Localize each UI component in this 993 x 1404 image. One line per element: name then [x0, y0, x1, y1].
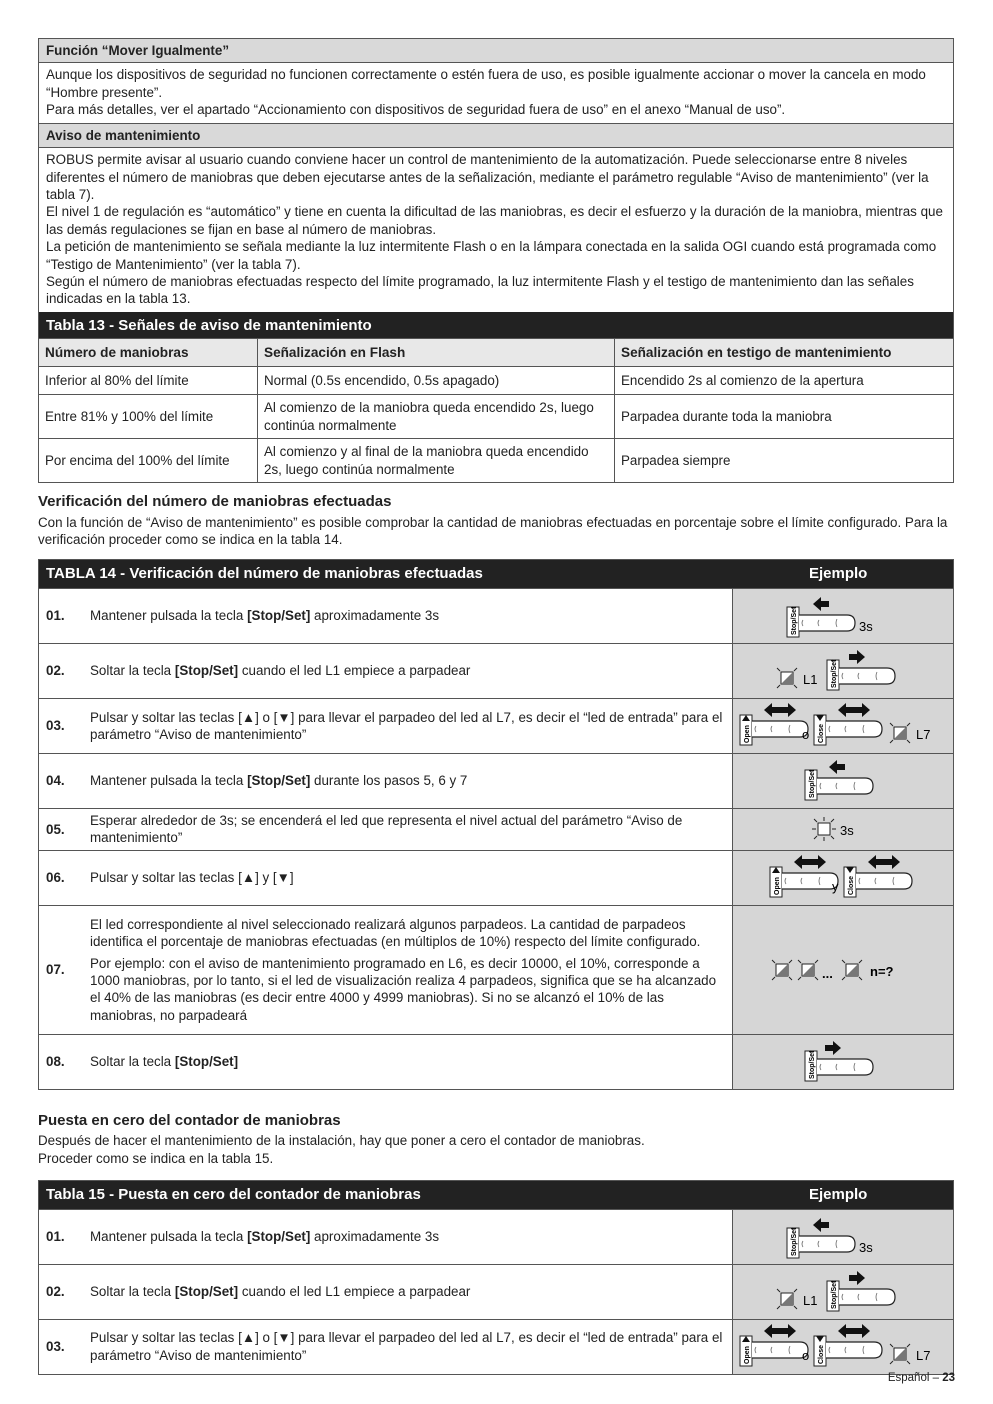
- table-row: [39, 1209, 953, 1264]
- table14: [38, 559, 954, 1090]
- step-text: cuando el led L1 empiece a parpadear: [238, 663, 471, 679]
- step-text: Mantener pulsada la tecla: [90, 773, 248, 789]
- step-text: El led correspondiente al nivel seleccionado realizará algunos parpadeos. La cantidad de parpadeos identifica el porcentaje de maniobras efectuadas (en múltiplos de 10%) respecto del límite configurado.: [90, 916, 701, 950]
- step-number: 03.: [46, 1339, 65, 1355]
- svg-text:3s: 3s: [859, 1239, 873, 1255]
- table-cell: Inferior al 80% del límite: [39, 367, 258, 395]
- table13-title: Tabla 13 - Señales de aviso de mantenimiento: [39, 312, 953, 340]
- step-text: Por ejemplo: con el aviso de mantenimiento programado en L6, es decir 10000, el 10%, corresponde a 1000 maniobras, por lo tanto, si el led de visualización realiza 4 parpadeos, significa que se ha alcanzado el 40% de las maniobras (es decir entre 4000 y 4999 maniobras). Si no se alcanzó el 10% de las maniobras, no parpadeará: [90, 955, 717, 1023]
- table-row: [39, 808, 953, 850]
- led-on-icon: [808, 811, 878, 847]
- table-cell: Parpadea durante toda la maniobra: [615, 395, 954, 439]
- function-box-title: Función “Mover Igualmente”: [39, 39, 953, 63]
- page-footer: [888, 1371, 955, 1386]
- key-label: [Stop/Set]: [174, 663, 239, 679]
- table-row: [39, 1319, 953, 1374]
- svg-text:Stop/Set: Stop/Set: [791, 1227, 798, 1256]
- table14-title: TABLA 14 - Verificación del número de maniobras efectuadas: [46, 565, 483, 583]
- table-row: [39, 395, 954, 439]
- step-text: Soltar la tecla: [90, 1054, 175, 1070]
- step-number: 07.: [46, 962, 65, 978]
- table14-example-header: Ejemplo: [809, 565, 868, 583]
- table-cell: Por encima del 100% del límite: [39, 439, 258, 483]
- table-row: [39, 850, 953, 905]
- maintenance-paragraph-1: ROBUS permite avisar al usuario cuando conviene hacer un control de mantenimiento de la automatización. Puede seleccionarse entre 8 niveles diferentes el número de maniobras que deben ejecutarse antes de la señalización, mediante el parámetro regulable “Aviso de mantenimiento” (ver la tabla 7).: [46, 152, 929, 202]
- table13: [38, 338, 954, 483]
- step-text: Esperar alrededor de 3s; se encenderá el led que representa el nivel actual del parámetro “Aviso de mantenimiento”: [90, 813, 683, 846]
- svg-text:Close: Close: [818, 1344, 825, 1364]
- svg-text:o: o: [802, 726, 810, 742]
- step-text: aproximadamente 3s: [310, 608, 440, 624]
- key-label: [Stop/Set]: [174, 1054, 239, 1070]
- step-number: 03.: [46, 718, 65, 734]
- hold-stopset-icon: [803, 756, 883, 806]
- svg-text:Close: Close: [848, 875, 855, 895]
- led-blink-icon: [777, 668, 797, 688]
- table15: [38, 1180, 954, 1375]
- svg-text:Open: Open: [744, 725, 751, 743]
- table-row: [39, 439, 954, 483]
- svg-text:3s: 3s: [859, 618, 873, 634]
- step-number: 06.: [46, 870, 65, 886]
- release-stopset-icon: [773, 646, 913, 696]
- svg-text:Stop/Set: Stop/Set: [831, 659, 838, 688]
- table-row: [39, 643, 953, 698]
- step-number: 01.: [46, 608, 65, 624]
- table-cell: Encendido 2s al comienzo de la apertura: [615, 367, 954, 395]
- press-stopset-icon: [783, 591, 903, 641]
- step-text: Pulsar y soltar las teclas [▲] o [▼] para llevar el parpadeo del led al L7, es decir el “led de entrada” para el parámetro “Aviso de mantenimiento”: [90, 1330, 723, 1363]
- step-number: 02.: [46, 1284, 65, 1300]
- page-number: 23: [942, 1372, 955, 1384]
- table-row: [39, 367, 954, 395]
- table-cell: Entre 81% y 100% del límite: [39, 395, 258, 439]
- table-row: [39, 1034, 953, 1089]
- svg-text:n=?: n=?: [870, 963, 894, 979]
- verification-text: Con la función de “Aviso de mantenimiento” es posible comprobar la cantidad de maniobras efectuadas en porcentaje sobre el límite configurado. Para la verificación proceder como se indica en la tabla 14.: [38, 514, 948, 548]
- svg-text:...: ...: [822, 965, 833, 981]
- footer-language: Español –: [887, 1372, 943, 1384]
- step-text: aproximadamente 3s: [310, 1229, 440, 1245]
- step-number: 01.: [46, 1229, 65, 1245]
- step-text: Soltar la tecla: [90, 663, 175, 679]
- step-text: cuando el led L1 empiece a parpadear: [238, 1284, 471, 1300]
- maintenance-paragraph-2: El nivel 1 de regulación es “automático” y tiene en cuenta la dificultad de las maniobras, es decir el esfuerzo y la duración de la maniobra, mientras que las demás regulaciones se fijan en base al número de maniobras.: [46, 204, 943, 237]
- table-row: [39, 1264, 953, 1319]
- reset-heading: Puesta en cero del contador de maniobras: [38, 1111, 341, 1129]
- open-close-keys-icon: [738, 701, 948, 751]
- svg-text:y: y: [832, 878, 839, 894]
- key-label: [Stop/Set]: [247, 1229, 311, 1245]
- release-stopset-icon: [803, 1037, 883, 1087]
- svg-text:o: o: [802, 1347, 810, 1363]
- step-text: Mantener pulsada la tecla: [90, 1229, 248, 1245]
- svg-text:Close: Close: [818, 723, 825, 743]
- svg-text:Stop/Set: Stop/Set: [809, 1050, 816, 1079]
- table-row: [39, 588, 953, 643]
- svg-text:L7: L7: [916, 1347, 931, 1363]
- svg-text:3s: 3s: [840, 823, 854, 839]
- svg-text:L1: L1: [803, 1292, 818, 1308]
- table-row: [39, 753, 953, 808]
- table-cell: Al comienzo y al final de la maniobra queda encendido 2s, luego continúa normalmente: [258, 439, 615, 483]
- reset-paragraph-1: Después de hacer el mantenimiento de la instalación, hay que poner a cero el contador de maniobras.: [38, 1133, 645, 1149]
- maintenance-paragraph-3: La petición de mantenimiento se señala mediante la luz intermitente Flash o en la lámpara conectada en la salida OGI cuando está programada como “Testigo de Mantenimiento” (ver la tabla 7).: [46, 239, 937, 272]
- press-stopset-icon: [783, 1212, 903, 1262]
- function-paragraph-1: Aunque los dispositivos de seguridad no funcionen correctamente o estén fuera de uso, es posible igualmente accionar o mover la cancela en modo “Hombre presente”.: [46, 67, 926, 100]
- step-number: 04.: [46, 773, 65, 789]
- verification-heading: Verificación del número de maniobras efectuadas: [38, 493, 392, 511]
- table15-title: Tabla 15 - Puesta en cero del contador de maniobras: [46, 1186, 421, 1204]
- function-box: [38, 38, 954, 483]
- open-close-keys-icon: [738, 1322, 948, 1372]
- svg-text:Open: Open: [744, 1345, 751, 1364]
- table13-header: Número de maniobras: [39, 339, 258, 367]
- step-text: durante los pasos 5, 6 y 7: [310, 773, 468, 789]
- step-text: Soltar la tecla: [90, 1284, 175, 1300]
- function-paragraph-2: Para más detalles, ver el apartado “Accionamiento con dispositivos de seguridad fuera de uso” en el anexo “Manual de uso”.: [46, 102, 786, 118]
- key-label: [Stop/Set]: [174, 1284, 239, 1300]
- svg-text:Open: Open: [774, 877, 781, 895]
- table-cell: Normal (0.5s encendido, 0.5s apagado): [258, 367, 615, 395]
- step-text: Pulsar y soltar las teclas [▲] o [▼] para llevar el parpadeo del led al L7, es decir el “led de entrada” para el parámetro “Aviso de mantenimiento”: [90, 709, 723, 742]
- step-number: 08.: [46, 1054, 65, 1070]
- svg-text:L1: L1: [803, 671, 818, 687]
- maintenance-paragraph-4: Según el número de maniobras efectuadas respecto del límite programado, la luz intermitente Flash y el testigo de mantenimiento dan las señales indicadas en la tabla 13.: [46, 274, 914, 307]
- release-stopset-icon: [773, 1267, 913, 1317]
- reset-paragraph-2: Proceder como se indica en la tabla 15.: [38, 1150, 274, 1166]
- svg-text:Stop/Set: Stop/Set: [831, 1280, 838, 1309]
- table-row: [39, 905, 953, 1034]
- step-number: 02.: [46, 663, 65, 679]
- open-and-close-keys-icon: [768, 853, 918, 903]
- svg-text:Stop/Set: Stop/Set: [809, 769, 816, 798]
- step-number: 05.: [46, 821, 65, 837]
- key-label: [Stop/Set]: [247, 608, 311, 624]
- table-cell: Parpadea siempre: [615, 439, 954, 483]
- table-row: [39, 698, 953, 753]
- svg-text:Stop/Set: Stop/Set: [791, 606, 798, 635]
- step-text: Pulsar y soltar las teclas [▲] y [▼]: [90, 870, 294, 886]
- maintenance-box-title: Aviso de mantenimiento: [39, 123, 953, 148]
- svg-text:L7: L7: [916, 726, 931, 742]
- table13-header: Señalización en Flash: [258, 339, 615, 367]
- table15-example-header: Ejemplo: [809, 1186, 868, 1204]
- led-count-icon: [768, 950, 918, 990]
- key-label: [Stop/Set]: [247, 773, 311, 789]
- step-text: Mantener pulsada la tecla: [90, 608, 248, 624]
- table13-header: Señalización en testigo de mantenimiento: [615, 339, 954, 367]
- table-cell: Al comienzo de la maniobra queda encendido 2s, luego continúa normalmente: [258, 395, 615, 439]
